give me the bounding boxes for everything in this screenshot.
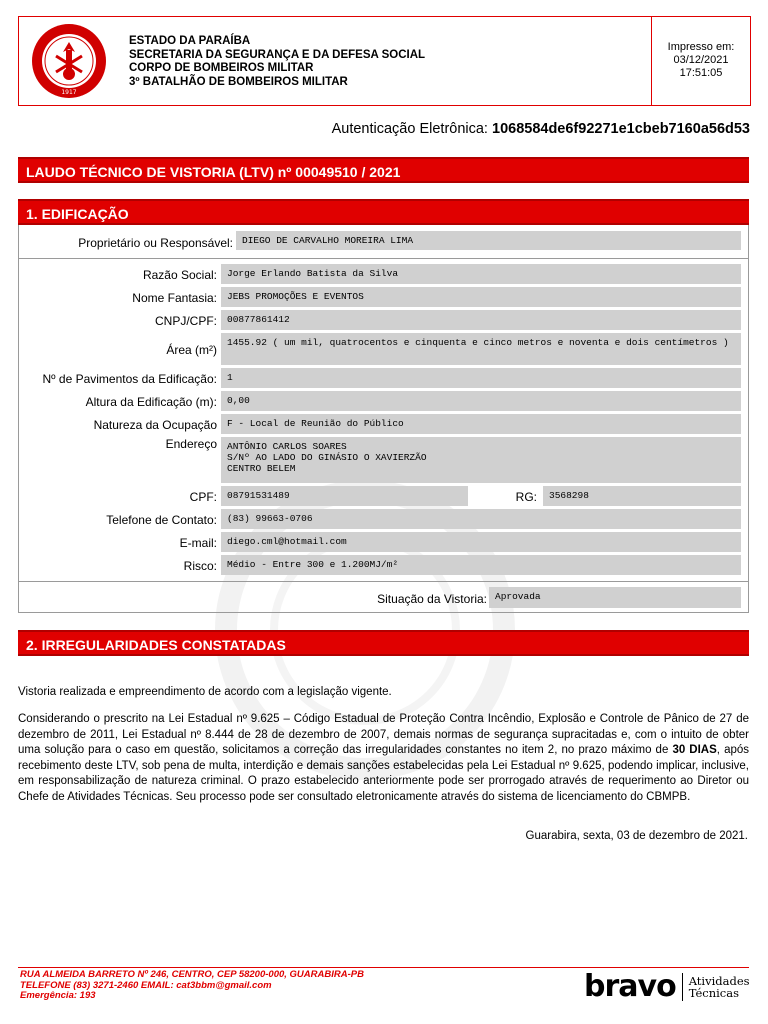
razao-field: Jorge Erlando Batista da Silva — [221, 264, 741, 284]
auth-code: 1068584de6f92271e1cbeb7160a56d53 — [492, 121, 750, 137]
footer-contact-line: TELEFONE (83) 3271-2460 EMAIL: cat3bbm@gmail.com — [20, 979, 272, 991]
area-label: Área (m²) — [166, 343, 217, 357]
document-header — [18, 16, 751, 106]
compliance-statement: Vistoria realizada e empreendimento de acordo com a legislação vigente. — [18, 686, 392, 698]
header-line-corps: CORPO DE BOMBEIROS MILITAR — [129, 62, 314, 74]
document-title: LAUDO TÉCNICO DE VISTORIA (LTV) nº 00049510 / 2021 — [18, 157, 749, 183]
printed-info — [651, 17, 750, 105]
natureza-field: F - Local de Reunião do Público — [221, 414, 741, 434]
pavimentos-field: 1 — [221, 368, 741, 388]
fire-department-logo — [19, 17, 119, 105]
footer-divider — [18, 967, 749, 968]
divider — [18, 258, 749, 259]
brand-wordmark: bravo — [584, 969, 676, 1004]
email-label: E-mail: — [179, 536, 217, 550]
brand-separator — [682, 973, 683, 1001]
owner-field: DIEGO DE CARVALHO MOREIRA LIMA — [236, 231, 741, 250]
altura-label: Altura da Edificação (m): — [85, 395, 217, 409]
legal-notice — [18, 712, 749, 805]
auth-label: Autenticação Eletrônica: — [331, 121, 488, 137]
pavimentos-label: Nº de Pavimentos da Edificação: — [42, 372, 217, 386]
telefone-field: (83) 99663-0706 — [221, 509, 741, 529]
endereco-line-street: ANTÔNIO CARLOS SOARES — [227, 441, 347, 452]
rg-label: RG: — [515, 490, 537, 504]
cpf-field: 08791531489 — [221, 486, 468, 506]
fantasia-label: Nome Fantasia: — [132, 291, 217, 305]
endereco-line-district: CENTRO BELEM — [227, 463, 296, 474]
endereco-label: Endereço — [165, 437, 217, 451]
natureza-label: Natureza da Ocupação — [93, 418, 217, 432]
header-line-battalion: 3º BATALHÃO DE BOMBEIROS MILITAR — [129, 75, 348, 88]
divider — [18, 581, 749, 582]
legal-notice-deadline: 30 DIAS — [672, 744, 717, 756]
owner-label: Proprietário ou Responsável: — [78, 236, 233, 250]
endereco-line-number: S/Nº AO LADO DO GINÁSIO O XAVIERZÃO — [227, 452, 427, 463]
electronic-authentication — [332, 121, 750, 137]
fantasia-field: JEBS PROMOÇÕES E EVENTOS — [221, 287, 741, 307]
header-line-state: ESTADO DA PARAÍBA — [129, 35, 251, 47]
cpf-label: CPF: — [189, 490, 217, 504]
razao-label: Razão Social: — [142, 268, 217, 282]
brand-subtitle — [689, 975, 750, 999]
section-2-title: 2. IRREGULARIDADES CONSTATADAS — [18, 630, 749, 656]
footer-emergency-line: Emergência: 193 — [20, 990, 96, 1001]
cnpj-label: CNPJ/CPF: — [154, 314, 217, 328]
situacao-label: Situação da Vistoria: — [377, 592, 487, 606]
risco-label: Risco: — [183, 559, 217, 573]
telefone-label: Telefone de Contato: — [106, 513, 217, 527]
legal-notice-part-2: , após recebimento deste LTV, sob pena de multa, interdição e demais sanções estabelecidas pela Lei Estadual nº 9.625, podendo implicar, inclusive, em responsabilização de natureza criminal. O prazo estabelecido anteriormente pode ser prorrogado através de requerimento ao Diretor ou Chefe de Atividades Técnicas. Seu processo pode ser consultado eletronicamente através do sistema de licenciamento do CBMPB. — [18, 744, 750, 803]
printed-date: 03/12/2021 — [673, 54, 729, 66]
rg-field: 3568298 — [543, 486, 741, 506]
area-field: 1455.92 ( um mil, quatrocentos e cinquenta e cinco metros e noventa e dois centímetros ) — [221, 333, 741, 365]
footer-address-line: RUA ALMEIDA BARRETO Nº 246, CENTRO, CEP 58200-000, GUARABIRA-PB — [20, 969, 364, 980]
header-line-secretariat: SECRETARIA DA SEGURANÇA E DA DEFESA SOCIAL — [129, 48, 426, 61]
legal-notice-part-1: Considerando o prescrito na Lei Estadual nº 9.625 – Código Estadual de Proteção Contra Incêndio, Explosão e Controle de Pânico de 27 de dezembro de 2011, Lei Estadual nº 8.444 de 28 de dezembro de 2007, demais normas de segurança supracitadas e, com o intuito de obter uma solução para o caso em questão, solicitamos a correção das irregularidades constantes no item 2, no prazo máximo de — [18, 713, 749, 756]
header-institution-lines — [129, 35, 425, 89]
cnpj-field: 00877861412 — [221, 310, 741, 330]
brand-subtitle-line-1: Atividades — [688, 974, 750, 988]
section-1-title: 1. EDIFICAÇÃO — [18, 199, 749, 225]
email-field: diego.cml@hotmail.com — [221, 532, 741, 552]
brand-subtitle-line-2: Técnicas — [688, 986, 739, 1000]
endereco-field — [221, 437, 741, 483]
printed-label: Impresso em: — [667, 41, 735, 53]
risco-field: Médio - Entre 300 e 1.200MJ/m² — [221, 555, 741, 575]
situacao-field: Aprovada — [489, 587, 741, 608]
footer-address — [20, 970, 364, 1002]
place-and-date: Guarabira, sexta, 03 de dezembro de 2021. — [525, 830, 748, 842]
printed-time: 17:51:05 — [679, 67, 723, 79]
bravo-brand — [584, 969, 750, 1004]
logo-year: 1917 — [61, 89, 77, 96]
altura-field: 0,00 — [221, 391, 741, 411]
